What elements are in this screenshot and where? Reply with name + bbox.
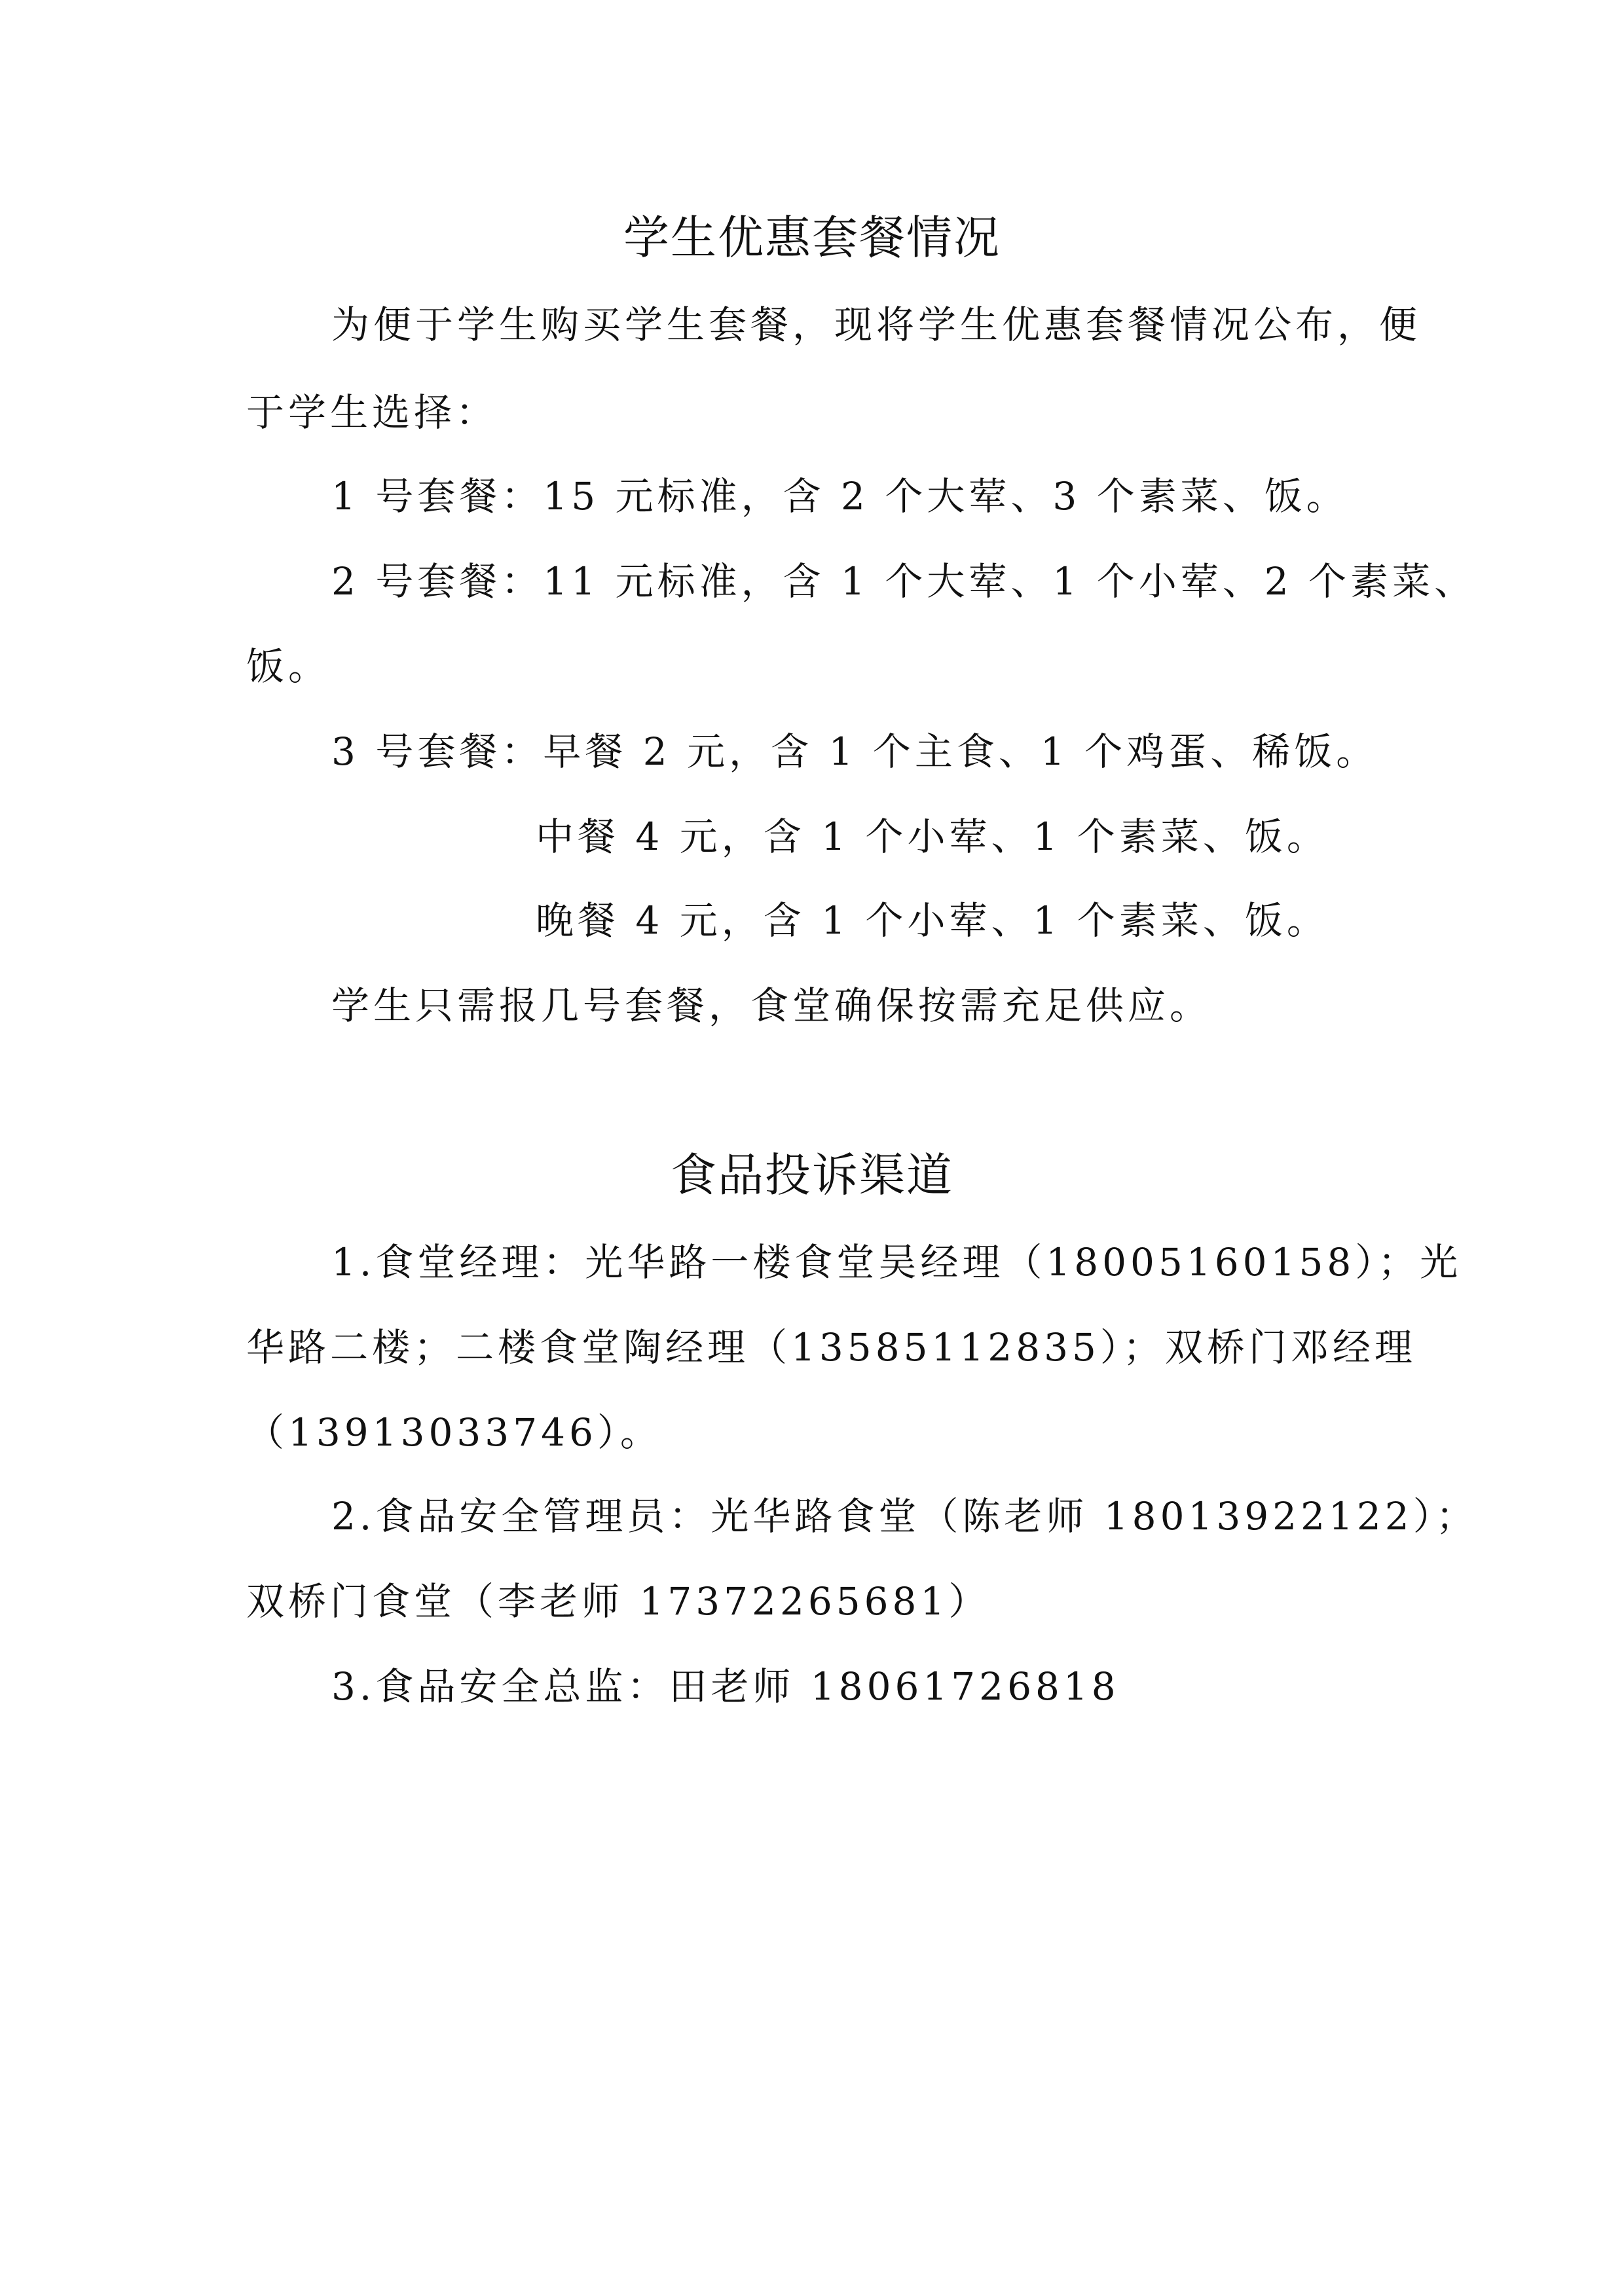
package-1-line: 1 号套餐：15 元标准，含 2 个大荤、3 个素菜、饭。 [331, 474, 1348, 519]
complaint-item-1-line-3: （13913033746）。 [246, 1410, 662, 1455]
package-3-lunch-line: 中餐 4 元，含 1 个小荤、1 个素菜、饭。 [536, 814, 1329, 859]
package-3-breakfast-line: 3 号套餐：早餐 2 元，含 1 个主食、1 个鸡蛋、稀饭。 [331, 729, 1378, 774]
package-2-line-1: 2 号套餐：11 元标准，含 1 个大荤、1 个小荤、2 个素菜、 [331, 559, 1477, 604]
complaint-item-1-line-1: 1.食堂经理：光华路一楼食堂吴经理（18005160158）；光 [331, 1240, 1462, 1285]
section-title-meal-packages: 学生优惠套餐情况 [623, 211, 1001, 264]
complaint-item-1-line-2: 华路二楼；二楼食堂陶经理（13585112835）；双桥门邓经理 [246, 1325, 1416, 1370]
intro-paragraph-line-1: 为便于学生购买学生套餐，现将学生优惠套餐情况公布，便 [331, 302, 1422, 347]
package-3-dinner-line: 晚餐 4 元，含 1 个小荤、1 个素菜、饭。 [536, 898, 1329, 943]
package-2-line-2: 饭。 [246, 644, 331, 689]
intro-paragraph-line-2: 于学生选择： [246, 390, 498, 435]
complaint-item-2-line-1: 2.食品安全管理员：光华路食堂（陈老师 18013922122）； [331, 1494, 1478, 1539]
complaint-item-3-line: 3.食品安全总监：田老师 18061726818 [331, 1664, 1120, 1709]
closing-note-line: 学生只需报几号套餐，食堂确保按需充足供应。 [331, 983, 1212, 1028]
complaint-item-2-line-2: 双桥门食堂（李老师 17372265681） [246, 1579, 991, 1624]
section-title-food-complaints: 食品投诉渠道 [671, 1148, 953, 1202]
